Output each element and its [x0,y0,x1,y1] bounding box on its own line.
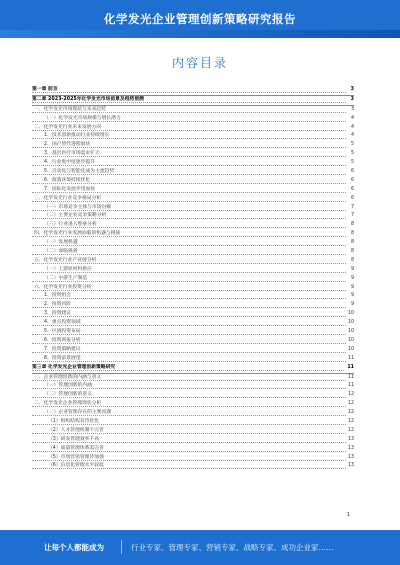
toc-entry-title: （三）行业进入壁垒分析 [32,222,99,227]
toc-entry-title: 6、政策环境持续优化 [32,178,92,183]
toc-entry[interactable] [32,159,354,168]
toc-entry-page: 3 [349,96,354,105]
toc-entry-page: 5 [349,150,354,159]
table-of-contents [32,86,354,471]
toc-entry-page: 8 [349,248,354,257]
toc-entry-page: 12 [346,400,354,409]
toc-entry-page: 9 [349,301,354,310]
toc-entry[interactable] [32,177,354,186]
toc-entry[interactable] [32,204,354,213]
toc-entry[interactable] [32,257,354,266]
toc-entry-page: 12 [346,409,354,418]
toc-entry-page: 6 [349,177,354,186]
toc-entry[interactable] [32,445,354,454]
toc-entry-page: 3 [349,86,354,95]
toc-entry-page: 8 [349,239,354,248]
toc-entry-title: 2、投资风险 [32,302,73,307]
toc-entry-page: 7 [349,212,354,221]
toc-entry-page: 10 [346,337,354,346]
toc-entry-page: 5 [349,159,354,168]
footer-divider [121,540,122,554]
toc-entry[interactable] [32,212,354,221]
toc-entry-title: 二、化学发光行业未来发展方向 [34,124,102,130]
header-band [0,30,400,38]
toc-entry-page: 12 [346,418,354,427]
toc-entry[interactable] [32,168,354,177]
toc-entry-title: （二）管理创新的意义 [32,392,94,397]
toc-entry-title: （一）化学发光市场规模与增长潜力 [32,116,123,121]
toc-entry-page: 8 [349,257,354,266]
toc-entry-title: （一）企业管理存在的主要问题 [32,410,113,415]
toc-entry-page: 13 [346,436,354,445]
toc-entry-title: 6、投资回报分析 [32,338,83,343]
toc-entry[interactable] [32,284,354,293]
toc-entry-title: 3、投资建议 [32,311,73,316]
toc-entry-title: 4、行业集中度逐步提升 [32,160,97,165]
toc-entry-title: 5、区域投资布局 [32,329,83,334]
toc-entry-title: （一）管理创新的内涵 [32,383,94,388]
toc-entry-title: 1、投资机会 [32,293,73,298]
toc-entry-title: 1、技术创新推动行业持续增长 [32,133,111,138]
toc-entry-title: 第三章 化学发光企业管理创新策略研究 [32,364,116,370]
toc-entry[interactable] [32,301,354,310]
toc-entry[interactable] [32,374,354,383]
toc-entry-title: （4）质量管理体系需完善 [32,446,106,451]
toc-entry-page: 8 [349,221,354,230]
toc-entry[interactable] [32,418,354,427]
toc-entry[interactable] [32,427,354,436]
toc-entry[interactable] [32,355,354,364]
toc-entry[interactable] [32,409,354,418]
toc-entry-page: 4 [349,115,354,124]
report-header [0,0,400,38]
toc-entry-page: 11 [345,364,354,373]
toc-leader-dots [32,86,346,93]
toc-entry[interactable] [32,462,354,471]
toc-entry[interactable] [32,292,354,301]
toc-entry[interactable] [32,275,354,284]
toc-entry-page: 10 [346,346,354,355]
toc-entry[interactable] [32,221,354,230]
toc-entry-page: 6 [349,168,354,177]
toc-entry-page: 7 [349,204,354,213]
toc-entry-page: 6 [349,186,354,195]
footer-tagline: 行业专家、管理专家、营销专家、战略专家、成功企业家…… [131,543,334,552]
toc-entry-title: 第一章 前言 [32,87,58,92]
toc-entry-title: 一、企业管理创新的内涵与意义 [34,374,102,380]
toc-entry-page: 11 [346,355,354,364]
report-title: 化学发光企业管理创新策略研究报告 [104,12,296,26]
toc-entry-page: 9 [349,266,354,275]
toc-entry-page: 12 [346,391,354,400]
toc-entry[interactable] [32,132,354,141]
toc-entry-page: 3 [349,106,354,115]
toc-entry[interactable] [32,96,354,106]
toc-entry-title: （一）发展机遇 [32,240,80,245]
toc-entry-title: 三、化学发光行业竞争格局分析 [34,195,102,201]
toc-entry-page: 6 [349,195,354,204]
toc-entry[interactable] [32,364,354,374]
toc-entry-page: 13 [346,445,354,454]
toc-entry[interactable] [32,150,354,159]
toc-leader-dots [32,292,346,299]
toc-entry-title: 7、投资策略建议 [32,347,83,352]
toc-entry[interactable] [32,248,354,257]
toc-entry[interactable] [32,195,354,204]
toc-entry[interactable] [32,391,354,400]
toc-entry-title: （一）上游原材料供应 [32,267,94,272]
toc-entry-title: （2）人才管理机制不完善 [32,428,106,433]
toc-entry-page: 12 [346,427,354,436]
toc-entry-page: 11 [346,374,354,383]
toc-entry[interactable] [32,115,354,124]
toc-entry-page: 9 [349,275,354,284]
toc-entry-title: 第二章 2023-2025年化学发光市场前景及趋势预测 [32,96,144,102]
toc-entry[interactable] [32,266,354,275]
toc-entry-page: 13 [346,462,354,471]
toc-leader-dots [32,310,346,317]
toc-entry-page: 10 [346,328,354,337]
toc-entry[interactable] [32,328,354,337]
toc-entry-title: （3）研发管理效率不高 [32,437,101,442]
toc-entry[interactable] [32,382,354,391]
toc-entry-title: 五、化学发光行业产业链分析 [34,257,97,263]
toc-entry[interactable] [32,186,354,195]
toc-entry-page: 5 [349,141,354,150]
toc-leader-dots [32,301,346,308]
toc-entry-title: （二）面临挑战 [32,249,80,254]
toc-entry-title: 7、国际化发展步伐加快 [32,187,97,192]
toc-entry-page: 4 [349,132,354,141]
toc-entry[interactable] [32,319,354,328]
toc-entry-title: 六、化学发光行业投资分析 [34,284,92,290]
toc-entry-title: 2、国产替代进程加快 [32,142,92,147]
toc-title: 内容目录 [171,56,228,70]
toc-entry-title: 一、化学发光市场现状与未来趋势 [34,106,106,112]
toc-entry-page: 9 [349,292,354,301]
toc-entry-title: （二）中游生产制造 [32,276,89,281]
toc-entry[interactable] [32,337,354,346]
toc-entry[interactable] [32,346,354,355]
toc-entry[interactable] [32,141,354,150]
toc-entry-page: 10 [346,319,354,328]
toc-entry-title: （二）主要企业竞争策略分析 [32,213,108,218]
toc-entry[interactable] [32,106,354,115]
toc-entry-title: 二、化学发光企业管理现状分析 [34,401,102,407]
toc-entry[interactable] [32,454,354,463]
toc-entry-title: （5）市场营销管理待加强 [32,455,106,460]
toc-entry-page: 8 [349,230,354,239]
footer-slogan: 让每个人都能成为 [44,543,104,552]
toc-entry[interactable] [32,436,354,445]
toc-entry-title: 四、化学发光行业发展面临的机遇与挑战 [34,231,121,237]
toc-entry-title: 3、基层医疗市场需求扩大 [32,151,102,156]
toc-entry-page: 11 [346,382,354,391]
toc-entry-title: （一）市场竞争主体与市场份额 [32,205,113,210]
toc-entry[interactable] [32,239,354,248]
toc-entry[interactable] [32,124,354,133]
toc-entry-title: 8、投资前景展望 [32,356,83,361]
toc-entry-title: 4、重点投资领域 [32,320,83,325]
toc-entry-page: 13 [346,454,354,463]
toc-entry-page: 9 [349,284,354,293]
report-footer [0,530,400,565]
page-number: 1 [347,512,351,518]
toc-entry-title: （1）组织结构有待优化 [32,419,101,424]
toc-entry-page: 10 [346,310,354,319]
toc-entry-title: 5、自动化与智能化成为主流趋势 [32,169,116,174]
toc-entry-title: （6）信息化管理水平较低 [32,463,106,468]
toc-entry-page: 4 [349,124,354,133]
toc-entry[interactable] [32,86,354,96]
toc-entry[interactable] [32,310,354,319]
toc-entry[interactable] [32,230,354,239]
toc-entry[interactable] [32,400,354,409]
